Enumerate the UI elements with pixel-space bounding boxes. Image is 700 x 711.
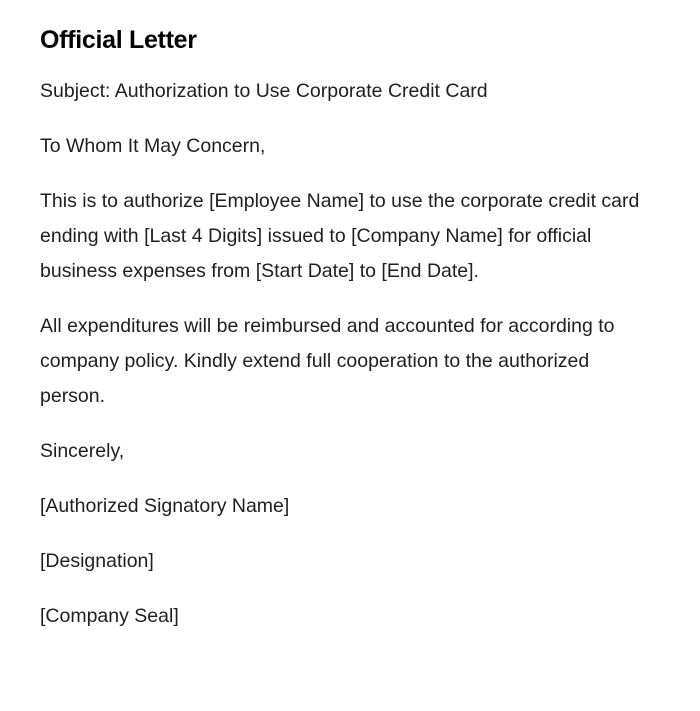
- signatory-name: [Authorized Signatory Name]: [40, 495, 290, 517]
- letter-title: Official Letter: [40, 26, 197, 54]
- letter-closing: Sincerely,: [40, 440, 125, 462]
- letter-document: [40, 24, 640, 654]
- letter-salutation: To Whom It May Concern,: [40, 135, 266, 157]
- company-seal: [Company Seal]: [40, 605, 179, 627]
- letter-subject: Subject: Authorization to Use Corporate Credit Card: [40, 80, 488, 102]
- letter-body-paragraph-2: All expenditures will be reimbursed and accounted for according to company policy. Kindly extend full cooperation to the authorized person.: [40, 315, 615, 407]
- signatory-designation: [Designation]: [40, 550, 154, 572]
- letter-body-paragraph-1: This is to authorize [Employee Name] to use the corporate credit card ending with [Last 4 Digits] issued to [Company Name] for official business expenses from [Start Date] to [End Date].: [40, 190, 640, 282]
